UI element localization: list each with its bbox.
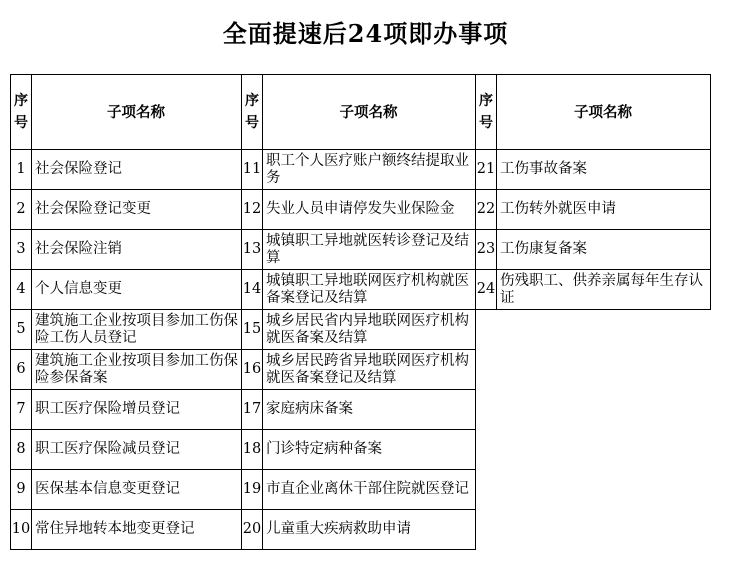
item-name: 职工个人医疗账户额终结提取业务: [263, 150, 476, 190]
item-name: 职工医疗保险减员登记: [32, 430, 242, 470]
page-title: 全面提速后24项即办事项: [222, 19, 509, 48]
item-number: 13: [242, 230, 263, 270]
item-number: 8: [11, 430, 32, 470]
table-row: [11, 270, 711, 310]
empty-cell: [497, 390, 711, 430]
item-number: 1: [11, 150, 32, 190]
table-row: [11, 190, 711, 230]
item-name: 建筑施工企业按项目参加工伤保险工伤人员登记: [32, 310, 242, 350]
empty-cell: [497, 310, 711, 350]
empty-cell: [497, 510, 711, 550]
item-number: 10: [11, 510, 32, 550]
table-row: [11, 310, 711, 350]
item-number: 19: [242, 470, 263, 510]
item-name: 家庭病床备案: [263, 390, 476, 430]
item-number: 12: [242, 190, 263, 230]
item-name: 市直企业离休干部住院就医登记: [263, 470, 476, 510]
empty-cell: [476, 430, 497, 470]
table-body: [11, 75, 711, 550]
header-name-1: 子项名称: [32, 75, 242, 150]
item-name: 儿童重大疾病救助申请: [263, 510, 476, 550]
empty-cell: [497, 350, 711, 390]
header-no-2: 序号: [242, 75, 263, 150]
item-name: 城镇职工异地联网医疗机构就医备案登记及结算: [263, 270, 476, 310]
item-number: 15: [242, 310, 263, 350]
table-row: [11, 150, 711, 190]
item-name: 工伤康复备案: [497, 230, 711, 270]
item-number: 14: [242, 270, 263, 310]
empty-cell: [476, 510, 497, 550]
table-row: [11, 510, 711, 550]
item-name: 工伤转外就医申请: [497, 190, 711, 230]
empty-cell: [476, 470, 497, 510]
header-no-1: 序号: [11, 75, 32, 150]
header-row: [11, 75, 711, 150]
item-number: 6: [11, 350, 32, 390]
table-row: [11, 350, 711, 390]
item-name: 建筑施工企业按项目参加工伤保险参保备案: [32, 350, 242, 390]
empty-cell: [476, 310, 497, 350]
item-name: 个人信息变更: [32, 270, 242, 310]
items-table: [10, 74, 711, 550]
empty-cell: [497, 430, 711, 470]
item-name: 工伤事故备案: [497, 150, 711, 190]
item-number: 9: [11, 470, 32, 510]
empty-cell: [476, 390, 497, 430]
item-number: 20: [242, 510, 263, 550]
item-number: 3: [11, 230, 32, 270]
header-no-3: 序号: [476, 75, 497, 150]
item-number: 2: [11, 190, 32, 230]
item-number: 23: [476, 230, 497, 270]
item-number: 4: [11, 270, 32, 310]
item-name: 伤残职工、供养亲属每年生存认证: [497, 270, 711, 310]
empty-cell: [497, 470, 711, 510]
item-name: 城乡居民省内异地联网医疗机构就医备案及结算: [263, 310, 476, 350]
item-name: 社会保险登记: [32, 150, 242, 190]
header-name-3: 子项名称: [497, 75, 711, 150]
item-name: 医保基本信息变更登记: [32, 470, 242, 510]
item-name: 城乡居民跨省异地联网医疗机构就医备案登记及结算: [263, 350, 476, 390]
table-row: [11, 470, 711, 510]
item-number: 18: [242, 430, 263, 470]
table-row: [11, 390, 711, 430]
item-name: 社会保险登记变更: [32, 190, 242, 230]
item-name: 职工医疗保险增员登记: [32, 390, 242, 430]
item-number: 17: [242, 390, 263, 430]
item-name: 常住异地转本地变更登记: [32, 510, 242, 550]
item-number: 24: [476, 270, 497, 310]
table-row: [11, 430, 711, 470]
empty-cell: [476, 350, 497, 390]
item-name: 城镇职工异地就医转诊登记及结算: [263, 230, 476, 270]
item-number: 22: [476, 190, 497, 230]
item-number: 7: [11, 390, 32, 430]
item-name: 社会保险注销: [32, 230, 242, 270]
item-number: 11: [242, 150, 263, 190]
table-row: [11, 230, 711, 270]
item-number: 21: [476, 150, 497, 190]
item-name: 失业人员申请停发失业保险金: [263, 190, 476, 230]
item-number: 5: [11, 310, 32, 350]
item-name: 门诊特定病种备案: [263, 430, 476, 470]
item-number: 16: [242, 350, 263, 390]
header-name-2: 子项名称: [263, 75, 476, 150]
